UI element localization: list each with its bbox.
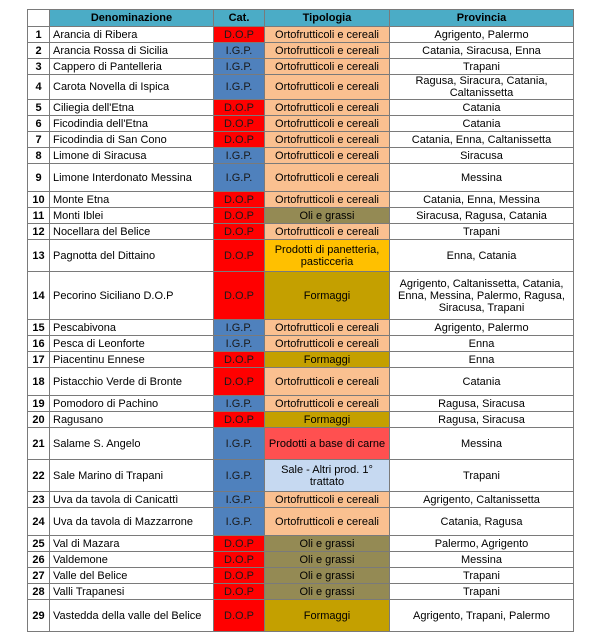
row-number: 22 (28, 460, 50, 492)
header-cat: Cat. (214, 10, 265, 27)
row-tipologia: Oli e grassi (265, 584, 390, 600)
row-number: 29 (28, 600, 50, 632)
row-provincia: Siracusa, Ragusa, Catania (390, 208, 574, 224)
row-denominazione: Ciliegia dell'Etna (50, 100, 214, 116)
row-provincia: Ragusa, Siracusa (390, 396, 574, 412)
row-category-badge: D.O.P (214, 132, 265, 148)
row-tipologia: Ortofrutticoli e cereali (265, 132, 390, 148)
products-table (27, 9, 574, 632)
row-number: 2 (28, 43, 50, 59)
row-provincia: Ragusa, Siracusa (390, 412, 574, 428)
row-denominazione: Nocellara del Belice (50, 224, 214, 240)
table-row (28, 492, 574, 508)
row-provincia: Trapani (390, 224, 574, 240)
row-number: 13 (28, 240, 50, 272)
row-provincia: Catania, Ragusa (390, 508, 574, 536)
row-tipologia: Formaggi (265, 272, 390, 320)
row-number: 15 (28, 320, 50, 336)
table-row (28, 43, 574, 59)
row-provincia: Agrigento, Palermo (390, 320, 574, 336)
header-denominazione: Denominazione (50, 10, 214, 27)
row-category-badge: I.G.P. (214, 43, 265, 59)
row-number: 28 (28, 584, 50, 600)
row-tipologia: Formaggi (265, 600, 390, 632)
row-category-badge: I.G.P. (214, 508, 265, 536)
row-number: 5 (28, 100, 50, 116)
row-denominazione: Valdemone (50, 552, 214, 568)
table-row (28, 100, 574, 116)
row-category-badge: I.G.P. (214, 336, 265, 352)
row-category-badge: D.O.P (214, 368, 265, 396)
row-denominazione: Ficodindia dell'Etna (50, 116, 214, 132)
row-number: 25 (28, 536, 50, 552)
header-tipologia: Tipologia (265, 10, 390, 27)
row-category-badge: D.O.P (214, 568, 265, 584)
row-provincia: Catania (390, 100, 574, 116)
row-provincia: Catania (390, 116, 574, 132)
row-number: 23 (28, 492, 50, 508)
table-row (28, 600, 574, 632)
table-row (28, 240, 574, 272)
table-row (28, 460, 574, 492)
row-provincia: Enna, Catania (390, 240, 574, 272)
row-provincia: Messina (390, 164, 574, 192)
row-category-badge: D.O.P (214, 552, 265, 568)
row-number: 10 (28, 192, 50, 208)
row-tipologia: Formaggi (265, 412, 390, 428)
table-row (28, 568, 574, 584)
row-tipologia: Oli e grassi (265, 208, 390, 224)
table-row (28, 552, 574, 568)
row-number: 6 (28, 116, 50, 132)
row-tipologia: Ortofrutticoli e cereali (265, 320, 390, 336)
row-category-badge: D.O.P (214, 192, 265, 208)
table-row (28, 412, 574, 428)
row-category-badge: D.O.P (214, 536, 265, 552)
row-tipologia: Oli e grassi (265, 552, 390, 568)
row-denominazione: Arancia Rossa di Sicilia (50, 43, 214, 59)
row-number: 21 (28, 428, 50, 460)
table-row (28, 368, 574, 396)
table-row (28, 27, 574, 43)
row-category-badge: I.G.P. (214, 59, 265, 75)
row-provincia: Siracusa (390, 148, 574, 164)
table-row (28, 192, 574, 208)
row-denominazione: Arancia di Ribera (50, 27, 214, 43)
row-denominazione: Vastedda della valle del Belice (50, 600, 214, 632)
row-provincia: Palermo, Agrigento (390, 536, 574, 552)
row-denominazione: Pagnotta del Dittaino (50, 240, 214, 272)
table-body (28, 27, 574, 632)
row-number: 24 (28, 508, 50, 536)
row-tipologia: Ortofrutticoli e cereali (265, 192, 390, 208)
table-row (28, 164, 574, 192)
row-denominazione: Sale Marino di Trapani (50, 460, 214, 492)
row-tipologia: Ortofrutticoli e cereali (265, 164, 390, 192)
row-provincia: Catania, Enna, Caltanissetta (390, 132, 574, 148)
row-tipologia: Oli e grassi (265, 536, 390, 552)
row-denominazione: Carota Novella di Ispica (50, 75, 214, 100)
row-category-badge: I.G.P. (214, 164, 265, 192)
row-denominazione: Limone di Siracusa (50, 148, 214, 164)
row-number: 20 (28, 412, 50, 428)
row-category-badge: I.G.P. (214, 396, 265, 412)
row-category-badge: D.O.P (214, 272, 265, 320)
row-category-badge: D.O.P (214, 100, 265, 116)
row-tipologia: Ortofrutticoli e cereali (265, 396, 390, 412)
row-denominazione: Pecorino Siciliano D.O.P (50, 272, 214, 320)
row-category-badge: D.O.P (214, 116, 265, 132)
row-tipologia: Ortofrutticoli e cereali (265, 43, 390, 59)
table-row (28, 75, 574, 100)
row-tipologia: Prodotti di panetteria, pasticceria (265, 240, 390, 272)
table-row (28, 132, 574, 148)
row-tipologia: Ortofrutticoli e cereali (265, 116, 390, 132)
row-category-badge: I.G.P. (214, 75, 265, 100)
row-tipologia: Sale - Altri prod. 1° trattato (265, 460, 390, 492)
row-category-badge: D.O.P (214, 584, 265, 600)
row-number: 8 (28, 148, 50, 164)
row-category-badge: I.G.P. (214, 320, 265, 336)
row-denominazione: Valle del Belice (50, 568, 214, 584)
row-number: 27 (28, 568, 50, 584)
row-denominazione: Piacentinu Ennese (50, 352, 214, 368)
row-provincia: Agrigento, Palermo (390, 27, 574, 43)
table-row (28, 224, 574, 240)
table-row (28, 272, 574, 320)
table-row (28, 584, 574, 600)
row-denominazione: Cappero di Pantelleria (50, 59, 214, 75)
header-row (28, 10, 574, 27)
row-number: 18 (28, 368, 50, 396)
row-provincia: Enna (390, 336, 574, 352)
row-number: 12 (28, 224, 50, 240)
row-denominazione: Pistacchio Verde di Bronte (50, 368, 214, 396)
row-denominazione: Monte Etna (50, 192, 214, 208)
row-tipologia: Ortofrutticoli e cereali (265, 508, 390, 536)
row-number: 17 (28, 352, 50, 368)
header-provincia: Provincia (390, 10, 574, 27)
row-number: 16 (28, 336, 50, 352)
row-denominazione: Uva da tavola di Canicattì (50, 492, 214, 508)
row-category-badge: I.G.P. (214, 460, 265, 492)
row-number: 11 (28, 208, 50, 224)
row-denominazione: Limone Interdonato Messina (50, 164, 214, 192)
row-number: 9 (28, 164, 50, 192)
row-denominazione: Ragusano (50, 412, 214, 428)
row-denominazione: Salame S. Angelo (50, 428, 214, 460)
row-category-badge: D.O.P (214, 240, 265, 272)
row-denominazione: Val di Mazara (50, 536, 214, 552)
row-tipologia: Ortofrutticoli e cereali (265, 75, 390, 100)
row-tipologia: Ortofrutticoli e cereali (265, 224, 390, 240)
table-row (28, 396, 574, 412)
row-tipologia: Formaggi (265, 352, 390, 368)
row-denominazione: Valli Trapanesi (50, 584, 214, 600)
table-row (28, 336, 574, 352)
row-denominazione: Monti Iblei (50, 208, 214, 224)
row-category-badge: I.G.P. (214, 148, 265, 164)
row-category-badge: D.O.P (214, 352, 265, 368)
row-tipologia: Ortofrutticoli e cereali (265, 368, 390, 396)
table-row (28, 508, 574, 536)
row-number: 3 (28, 59, 50, 75)
table-row (28, 536, 574, 552)
row-provincia: Agrigento, Caltanissetta (390, 492, 574, 508)
row-provincia: Trapani (390, 59, 574, 75)
row-tipologia: Ortofrutticoli e cereali (265, 100, 390, 116)
row-category-badge: I.G.P. (214, 492, 265, 508)
row-tipologia: Oli e grassi (265, 568, 390, 584)
row-number: 19 (28, 396, 50, 412)
table-row (28, 148, 574, 164)
row-number: 26 (28, 552, 50, 568)
row-provincia: Messina (390, 552, 574, 568)
row-number: 14 (28, 272, 50, 320)
row-provincia: Agrigento, Caltanissetta, Catania, Enna, Messina, Palermo, Ragusa, Siracusa, Trapani (390, 272, 574, 320)
row-category-badge: I.G.P. (214, 428, 265, 460)
header-number (28, 10, 50, 27)
row-tipologia: Ortofrutticoli e cereali (265, 59, 390, 75)
row-provincia: Trapani (390, 584, 574, 600)
row-provincia: Agrigento, Trapani, Palermo (390, 600, 574, 632)
row-category-badge: D.O.P (214, 27, 265, 43)
row-tipologia: Ortofrutticoli e cereali (265, 336, 390, 352)
row-denominazione: Ficodindia di San Cono (50, 132, 214, 148)
row-denominazione: Pomodoro di Pachino (50, 396, 214, 412)
row-number: 7 (28, 132, 50, 148)
table-row (28, 116, 574, 132)
row-category-badge: D.O.P (214, 224, 265, 240)
row-tipologia: Ortofrutticoli e cereali (265, 492, 390, 508)
row-provincia: Messina (390, 428, 574, 460)
row-number: 1 (28, 27, 50, 43)
row-category-badge: D.O.P (214, 600, 265, 632)
row-provincia: Trapani (390, 460, 574, 492)
row-category-badge: D.O.P (214, 412, 265, 428)
table-row (28, 208, 574, 224)
table-row (28, 352, 574, 368)
row-tipologia: Ortofrutticoli e cereali (265, 148, 390, 164)
row-tipologia: Prodotti a base di carne (265, 428, 390, 460)
table-row (28, 428, 574, 460)
row-denominazione: Pesca di Leonforte (50, 336, 214, 352)
row-provincia: Catania, Enna, Messina (390, 192, 574, 208)
row-provincia: Trapani (390, 568, 574, 584)
row-tipologia: Ortofrutticoli e cereali (265, 27, 390, 43)
row-provincia: Enna (390, 352, 574, 368)
row-provincia: Catania, Siracusa, Enna (390, 43, 574, 59)
row-denominazione: Pescabivona (50, 320, 214, 336)
row-category-badge: D.O.P (214, 208, 265, 224)
row-number: 4 (28, 75, 50, 100)
table-row (28, 59, 574, 75)
row-provincia: Ragusa, Siracura, Catania, Caltanissetta (390, 75, 574, 100)
table-row (28, 320, 574, 336)
row-provincia: Catania (390, 368, 574, 396)
row-denominazione: Uva da tavola di Mazzarrone (50, 508, 214, 536)
